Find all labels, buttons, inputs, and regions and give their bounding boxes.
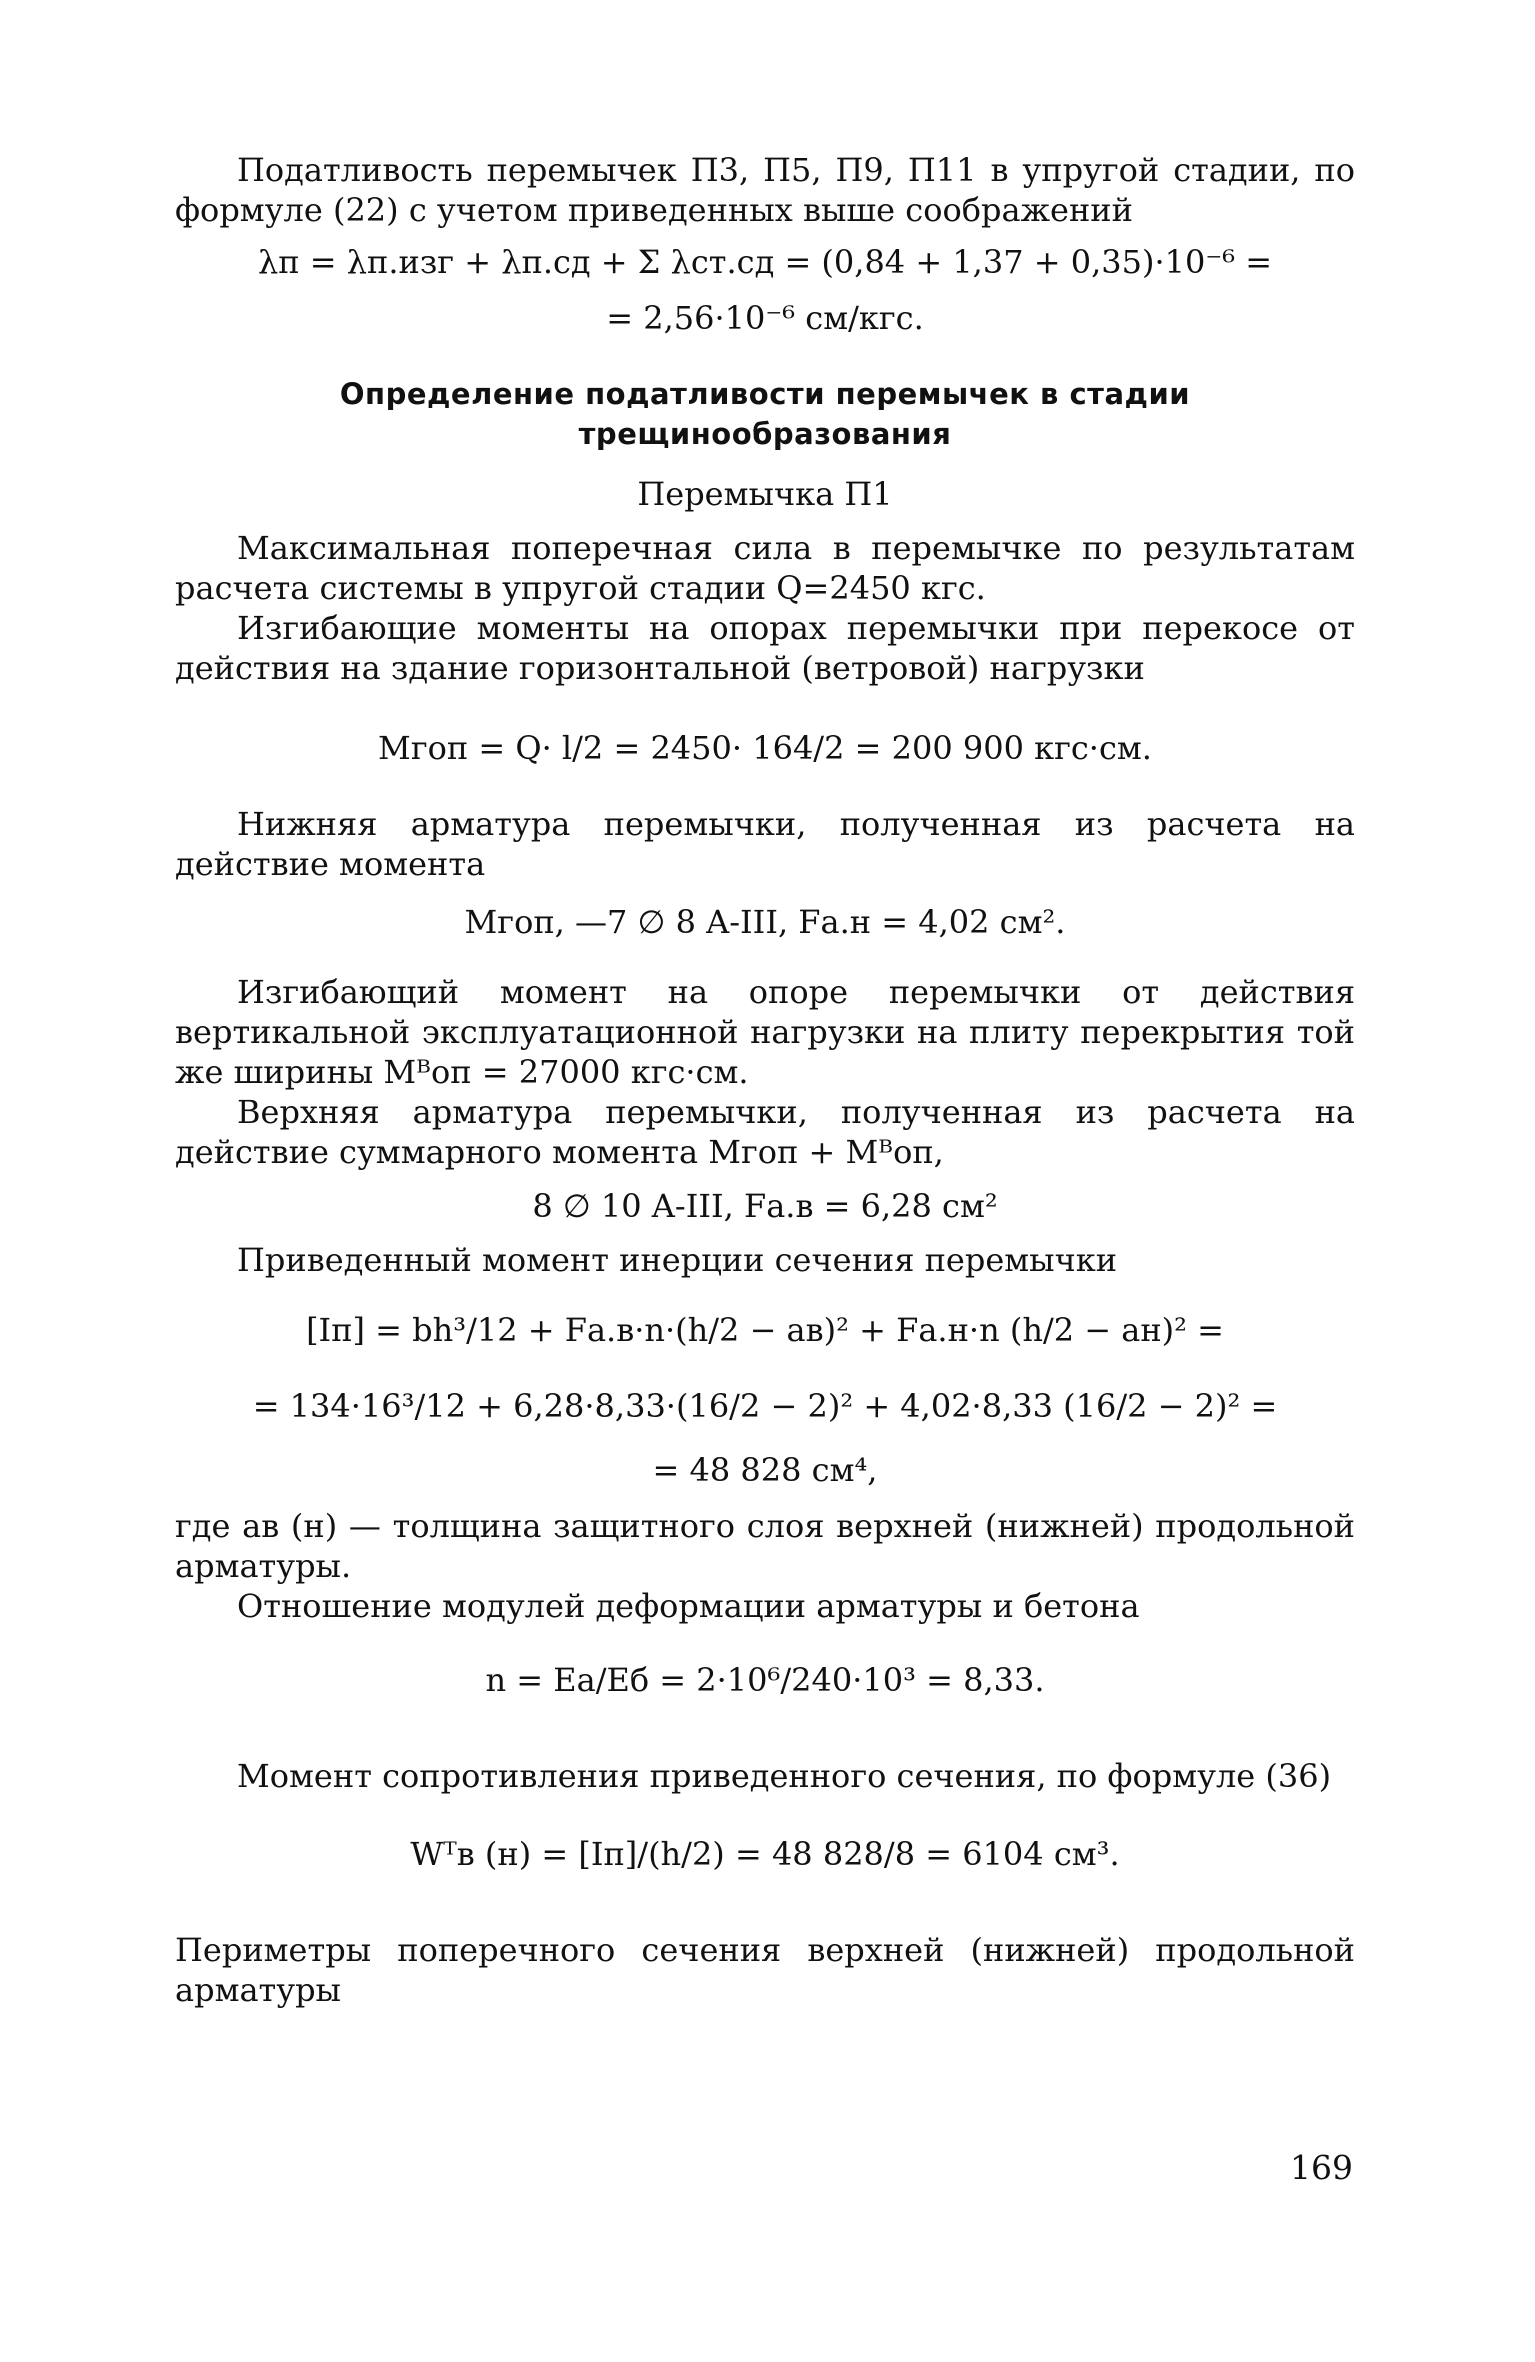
paragraph-4: Нижняя арматура перемычки, полученная из расчета на действие момента [175,805,1355,883]
paragraph-9: Отношение модулей деформации арматуры и бетона [237,1587,1140,1625]
paragraph-10: Момент сопротивления приведенного сечения, по формуле (36) [237,1757,1332,1795]
paragraph-6: Верхняя арматура перемычки, полученная из расчета на действие суммарного момента Mᴦоп + Mᴮоп, [175,1093,1355,1171]
page-number: 169 [1290,2148,1353,2187]
formula-5-line-1: [Iп] = bh³/12 + Fа.в·n·(h/2 − aв)² + Fа.н·n (h/2 − aн)² = [306,1311,1224,1349]
paragraph-7: Приведенный момент инерции сечения перемычки [237,1241,1118,1279]
formula-5-line-2: = 134·16³/12 + 6,28·8,33·(16/2 − 2)² + 4,02·8,33 (16/2 − 2)² = [252,1387,1278,1425]
formula-7: Wᵀв (н) = [Iп]/(h/2) = 48 828/8 = 6104 см³. [410,1835,1120,1873]
paragraph-11: Периметры поперечного сечения верхней (нижней) продольной арматуры [175,1931,1355,2009]
paragraph-1: Податливость перемычек П3, П5, П9, П11 в упругой стадии, по формуле (22) с учетом приведенных выше соображений [175,151,1355,229]
formula-1-line-1: λп = λп.изг + λп.сд + Σ λст.сд = (0,84 + 1,37 + 0,35)·10⁻⁶ = [257,243,1273,281]
page-body [175,150,1355,2010]
section-heading: Определение податливости перемычек в стадии трещинообразования [339,377,1191,451]
subheading: Перемычка П1 [637,475,893,513]
formula-1-line-2: = 2,56·10⁻⁶ см/кгс. [606,299,924,337]
paragraph-5: Изгибающий момент на опоре перемычки от действия вертикальной эксплуатационной нагрузки на плиту перекрытия той же ширины Mᴮоп = 27000 кгс·см. [175,973,1355,1091]
formula-3: Mᴦоп, —7 ∅ 8 A-III, Fа.н = 4,02 см². [464,903,1066,941]
paragraph-2: Максимальная поперечная сила в перемычке по результатам расчета системы в упругой стадии Q=2450 кгс. [175,529,1355,607]
formula-2: Mᴦоп = Q· l/2 = 2450· 164/2 = 200 900 кгс·см. [378,729,1152,767]
formula-4: 8 ∅ 10 A-III, Fа.в = 6,28 см² [532,1187,998,1225]
formula-6: n = Eа/Eб = 2·10⁶/240·10³ = 8,33. [485,1661,1045,1699]
paragraph-8: где aв (н) — толщина защитного слоя верхней (нижней) продольной арматуры. [175,1507,1355,1585]
formula-5-line-3: = 48 828 см⁴, [652,1451,878,1489]
paragraph-3: Изгибающие моменты на опорах перемычки при перекосе от действия на здание горизонтальной (ветровой) нагрузки [175,609,1355,687]
